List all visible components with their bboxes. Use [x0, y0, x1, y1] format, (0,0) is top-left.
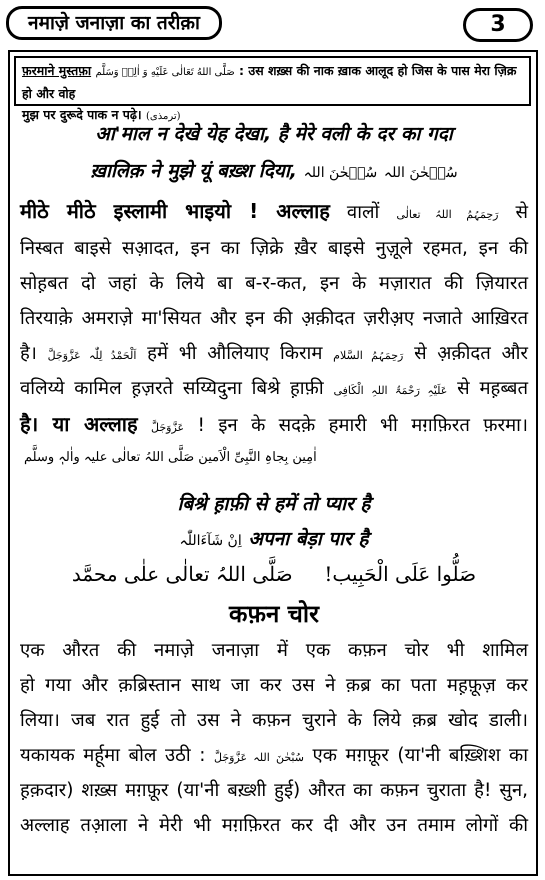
- para1-line-7-ar: عَزَّوَجَلَّ: [151, 421, 185, 434]
- para1-line-1-ar: رَحِمَہُمُ اللہُ تعالٰی: [396, 208, 499, 221]
- para1-line-2: निस्बत बाइसे सआ़दत, इन का ज़िक्रे ख़ैर बाइसे नुज़ूले रहमत, इन की: [20, 238, 528, 259]
- para1-line-1-b: वालों: [346, 202, 380, 223]
- inshaallah: اِنْ شَآءَاللّٰہ: [179, 533, 242, 549]
- story-line-4: [20, 742, 528, 767]
- ameen-line: اٰمِین بِجاہِ النَّبِیِّ الْاَمین صَلَّی اللہُ تعالٰی علیہ واٰلہٖ وسلَّم: [24, 450, 317, 465]
- salawat-right: صَلَّی اللہُ تعالٰی علٰی محمَّد: [71, 562, 293, 586]
- para1-line-5-b: हमें भी औलियाए किराम: [147, 343, 323, 364]
- para1-line-7-b: ! इन के सदक़े हमारी भी मग़फ़िरत फ़रमा।: [197, 415, 528, 436]
- story-line-3: लिया। जब रात हुई तो उस ने कफ़न चुराने के लिये क़ब्र खोद डाली।: [20, 710, 528, 731]
- verse-line-1: आ'माल न देखे येह देखा, है मेरे वली के दर का गदा: [95, 123, 453, 145]
- story-line-4-a: यकायक मर्हूमा बोल उठी :: [20, 745, 206, 766]
- story-line-5: ह़क़दार) शख़्स मग़फ़ूर (या'नी बख़्शी हुई) औरत का कफ़न चुराता है! सुन,: [20, 780, 528, 801]
- verse-line-4-text: अपना बेड़ा पार है: [248, 528, 369, 550]
- para1-line-6-ar: عَلَیْہِ رَحْمَۃُ اللہِ الْکَافِی: [333, 384, 448, 397]
- hadith-honorific: صَلَّى اللهُ تَعَالٰى عَلَيْهِ وَ اٰلِهٖ وَسَلَّم: [95, 67, 235, 78]
- story-line-6: अल्लाह तआ़ला ने मेरी भी मग़फ़िरत कर दी और उन तमाम लोगों की: [20, 815, 528, 836]
- para1-line-5-ar2: رَحِمَہُمُ السَّلام: [333, 349, 404, 362]
- hadith-text-2: मुझ पर दुरूदे पाक न पढ़े।: [22, 107, 142, 122]
- hadith-lead: फ़रमाने मुस्तफ़ा: [22, 63, 92, 78]
- subhanallah-1: سُبۡحٰنَ اللہ: [383, 165, 458, 181]
- para1-line-1-c: से: [515, 202, 528, 223]
- para1-line-6-a: वलिय्ये कामिल ह़ज़रते सय्यिदुना बिश्रे ह़ाफ़ी: [20, 378, 324, 399]
- story-line-2: हो गया और क़ब्रिस्तान साथ जा कर उस ने क़ब्र का पता मह़फ़ूज़ कर: [20, 675, 528, 696]
- subhanallah-2: سُبۡحٰنَ اللہ: [303, 165, 378, 181]
- verse-line-2-text: ख़ालिक़ ने मुझे यूं बख़्श दिया,: [90, 160, 297, 182]
- story-line-4-ar: سُبْحٰنَ اللہ عَزَّوَجَلَّ: [214, 751, 304, 764]
- para1-line-1: [20, 197, 528, 224]
- para1-line-5-a: है।: [20, 343, 37, 364]
- hadith-box: [14, 56, 531, 122]
- para1-line-5-c: से अ़क़ीदत और: [414, 343, 529, 364]
- verse-line-2: [20, 157, 528, 183]
- section-heading: कफ़न चोर: [229, 600, 319, 628]
- para1-line-7: [20, 410, 528, 437]
- salawat-line: [20, 562, 528, 586]
- para1-line-7-a: है। या अल्लाह: [20, 412, 138, 436]
- hadith-source: (ترمذی): [146, 111, 181, 122]
- hadith-text: : उस शख़्स की नाक ख़ाक आलूद हो जिस के पास मेरा ज़िक्र हो और वोह: [22, 63, 517, 101]
- verse-line-4: [20, 525, 528, 551]
- story-line-1: एक औरत की नमाज़े जनाज़ा में एक कफ़न चोर भी शामिल: [20, 640, 528, 661]
- para1-line-1-a: मीठे मीठे इस्लामी भाइयो ! अल्लाह: [20, 199, 330, 223]
- verse-line-3: बिश्रे ह़ाफ़ी से हमें तो प्यार है: [177, 493, 371, 515]
- para1-line-3: सोह़बत दो जहां के लिये बा ब-र-कत, इन के मज़ारात की ज़ियारत: [20, 273, 528, 294]
- salawat-left: صَلُّوا عَلَی الْحَبِیب!: [324, 562, 477, 586]
- page-title: नमाज़े जनाज़ा का तरीक़ा: [6, 6, 222, 40]
- page-number: 3: [463, 8, 533, 42]
- para1-line-4: तिरयाक़े अमराज़े मा'सियत और इन की अ़क़ीदत ज़रीअ़ए नजाते आख़िरत: [20, 308, 528, 329]
- story-line-4-b: एक मग़फ़ूर (या'नी बख़्शिश का: [312, 745, 528, 766]
- para1-line-5: [20, 340, 528, 365]
- para1-line-6-b: से मह़ब्बत: [457, 378, 528, 399]
- para1-line-6: [20, 375, 528, 400]
- para1-line-5-ar1: اَلْحَمْدُ لِلّٰہ عَزَّوَجَلَّ: [47, 349, 137, 362]
